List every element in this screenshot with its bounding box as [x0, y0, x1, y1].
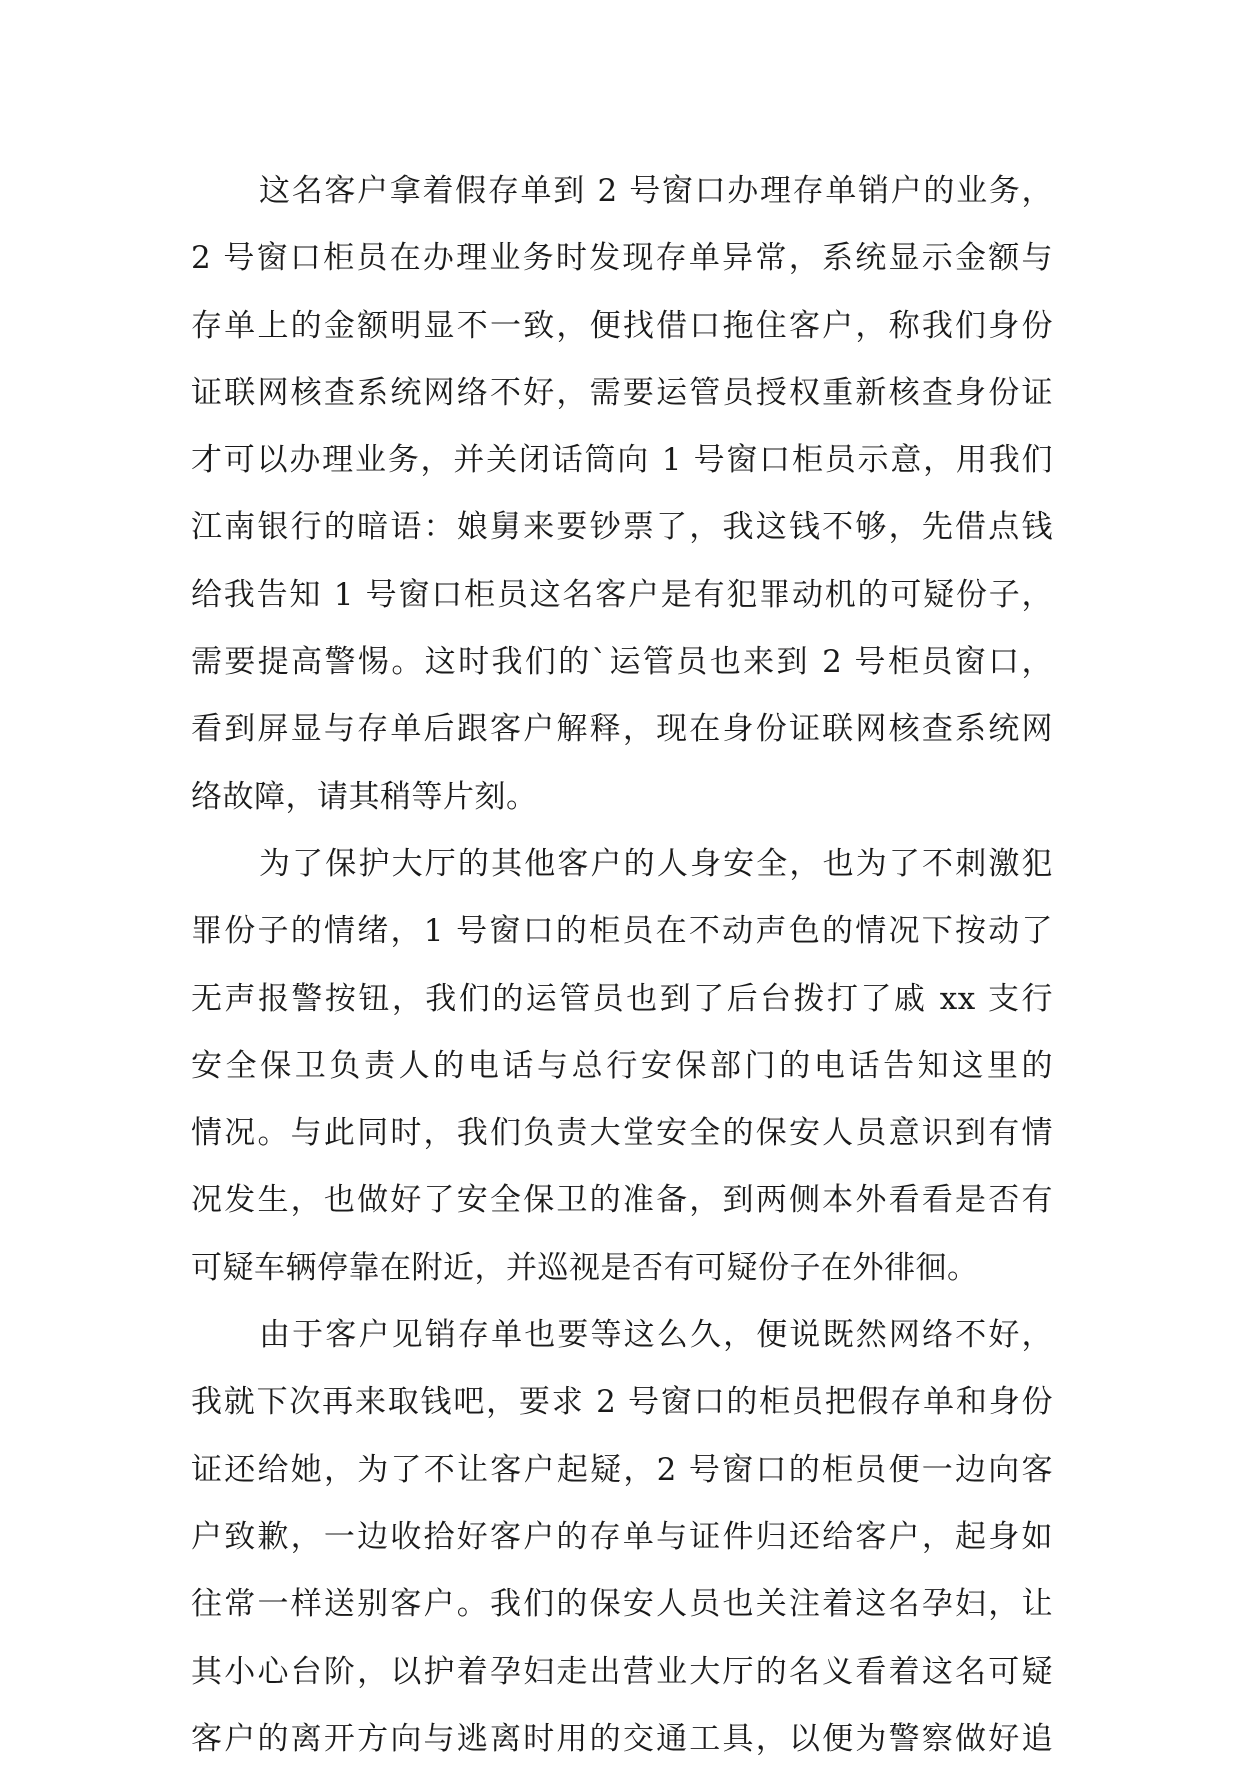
text-line: 存单上的金额明显不一致，便找借口拖住客户，称我们身份: [191, 307, 1053, 344]
text-line: 这名客户拿着假存单到 2 号窗口办理存单销户的业务，: [259, 173, 1053, 209]
text-line: 户致歉，一边收拾好客户的存单与证件归还给客户，起身如: [191, 1518, 1053, 1555]
text-line: 由于客户见销存单也要等这么久，便说既然网络不好，: [259, 1317, 1053, 1354]
paragraph-3: [191, 1302, 1053, 1773]
paragraph-1: [191, 158, 1053, 831]
text-line: 其小心台阶，以护着孕妇走出营业大厅的名义看着这名可疑: [191, 1653, 1053, 1690]
text-line: 可疑车辆停靠在附近，并巡视是否有可疑份子在外徘徊。: [191, 1249, 979, 1286]
text-line: 为了保护大厅的其他客户的人身安全，也为了不刺激犯: [259, 845, 1053, 882]
text-line: 证还给她，为了不让客户起疑，2 号窗口的柜员便一边向客: [191, 1451, 1053, 1488]
text-line: 客户的离开方向与逃离时用的交通工具，以便为警察做好追: [191, 1720, 1053, 1757]
text-line: 无声报警按钮，我们的运管员也到了后台拨打了戚 xx 支行: [191, 980, 1053, 1017]
text-line: 需要提高警惕。这时我们的`运管员也来到 2 号柜员窗口，: [191, 644, 1053, 681]
text-line: 才可以办理业务，并关闭话筒向 1 号窗口柜员示意，用我们: [191, 442, 1053, 479]
text-line: 况发生，也做好了安全保卫的准备，到两侧本外看看是否有: [191, 1182, 1053, 1219]
text-line: 往常一样送别客户。我们的保安人员也关注着这名孕妇，让: [191, 1586, 1053, 1623]
text-line: 我就下次再来取钱吧，要求 2 号窗口的柜员把假存单和身份: [191, 1384, 1053, 1421]
text-line: 江南银行的暗语：娘舅来要钞票了，我这钱不够，先借点钱: [191, 509, 1053, 546]
text-line: 罪份子的情绪，1 号窗口的柜员在不动声色的情况下按动了: [191, 913, 1053, 950]
text-line: 2 号窗口柜员在办理业务时发现存单异常，系统显示金额与: [191, 240, 1053, 277]
paragraph-2: [191, 831, 1053, 1302]
text-line: 络故障，请其稍等片刻。: [191, 778, 538, 815]
text-line: 看到屏显与存单后跟客户解释，现在身份证联网核查系统网: [191, 711, 1053, 748]
body-text: [191, 158, 1053, 1773]
text-line: 给我告知 1 号窗口柜员这名客户是有犯罪动机的可疑份子，: [191, 576, 1053, 613]
text-line: 安全保卫负责人的电话与总行安保部门的电话告知这里的: [191, 1047, 1053, 1084]
text-line: 情况。与此同时，我们负责大堂安全的保安人员意识到有情: [191, 1115, 1053, 1152]
text-line: 证联网核查系统网络不好，需要运管员授权重新核查身份证: [191, 374, 1053, 411]
